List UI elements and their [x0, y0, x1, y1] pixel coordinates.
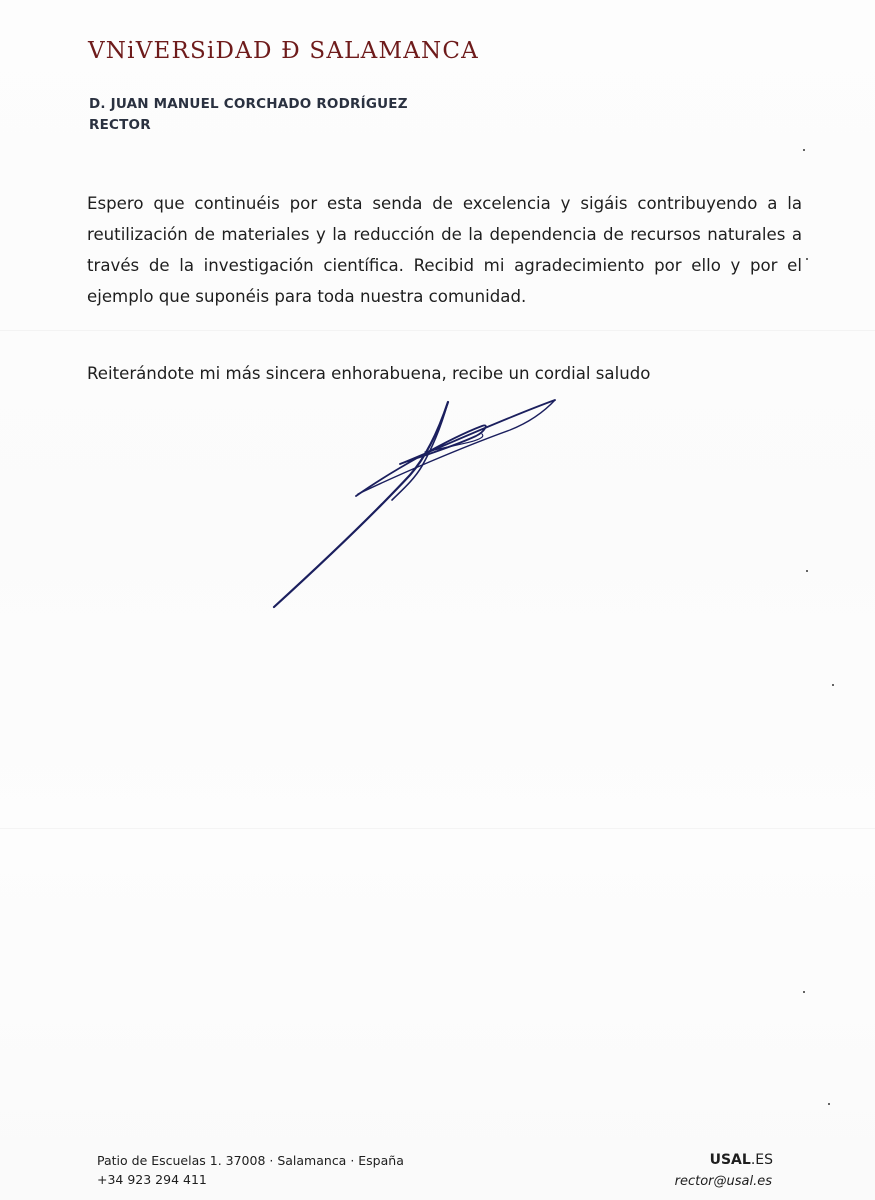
footer-phone: +34 923 294 411	[97, 1172, 207, 1187]
paper-speck	[828, 1103, 830, 1105]
paragraph-line: través de la investigación científica. Recibid mi agradecimiento por ello y por el	[87, 256, 802, 275]
paragraph-line: Espero que continuéis por esta senda de excelencia y sigáis contribuyendo a la	[87, 194, 802, 213]
paper-speck	[803, 149, 805, 151]
paper-fold-line	[0, 828, 875, 829]
sender-title: RECTOR	[89, 117, 151, 133]
website-domain: .ES	[750, 1152, 773, 1168]
footer-email[interactable]: rector@usal.es	[674, 1174, 772, 1189]
letter-paragraph	[87, 188, 802, 312]
paper-speck	[806, 258, 808, 260]
paragraph-line: reutilización de materiales y la reducción de la dependencia de recursos naturales a	[87, 225, 802, 244]
website-name: USAL	[709, 1152, 751, 1168]
paper-speck	[803, 991, 805, 993]
footer-website[interactable]	[710, 1150, 773, 1170]
footer-address: Patio de Escuelas 1. 37008 · Salamanca · España	[97, 1153, 404, 1168]
paper-fold-line	[0, 330, 875, 331]
handwritten-signature	[260, 390, 570, 615]
paper-speck	[806, 570, 808, 572]
closing-line: Reiterándote mi más sincera enhorabuena, recibe un cordial saludo	[87, 364, 651, 383]
sender-name: D. JUAN MANUEL CORCHADO RODRÍGUEZ	[89, 96, 408, 112]
paragraph-line: ejemplo que suponéis para toda nuestra comunidad.	[87, 287, 527, 306]
university-logo: VNiVERSiDAD Ð SALAMANCA	[88, 38, 479, 64]
paper-speck	[832, 684, 834, 686]
